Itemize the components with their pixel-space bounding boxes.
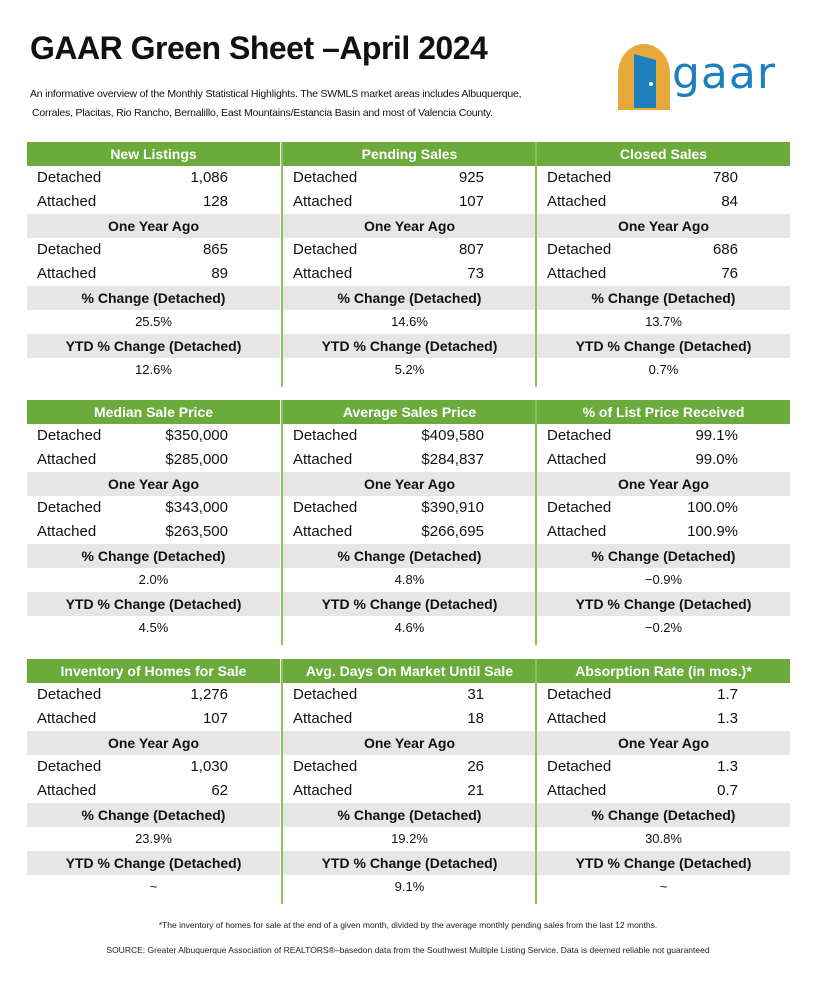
year-ago-detached-value: 26 [467,758,484,775]
current-detached-row [283,166,536,190]
year-ago-attached-value: $263,500 [165,523,228,540]
current-attached-value: 128 [202,193,228,210]
year-ago-detached-row [283,755,536,779]
ytd-change-heading: YTD % Change (Detached) [27,334,280,358]
stat-card-title: Absorption Rate (in mos.)* [537,659,790,683]
pct-change-heading: % Change (Detached) [283,803,536,827]
year-ago-attached-row [27,779,280,803]
pct-change-heading: % Change (Detached) [283,286,536,310]
year-ago-attached-row [283,262,536,286]
ytd-change-value: 4.5% [138,620,169,635]
detached-label: Detached [547,427,612,444]
attached-label: Attached [37,782,97,799]
year-ago-detached-row [537,496,790,520]
attached-label: Attached [293,523,353,540]
stat-card [535,400,790,645]
ytd-change-heading: YTD % Change (Detached) [27,851,280,875]
current-detached-value: 1,086 [190,169,228,186]
current-attached-value: 107 [202,710,228,727]
pct-change-heading: % Change (Detached) [27,544,280,568]
detached-label: Detached [37,686,102,703]
stat-card-title: Avg. Days On Market Until Sale [283,659,536,683]
stat-card-title: Inventory of Homes for Sale [27,659,280,683]
current-detached-value: 99.1% [695,427,738,444]
year-ago-attached-value: 76 [721,265,738,282]
year-ago-attached-value: 0.7 [717,782,738,799]
ytd-change-value: ~ [659,879,668,894]
current-detached-value: 1,276 [190,686,228,703]
current-attached-row [27,190,280,214]
attached-label: Attached [547,265,607,282]
attached-label: Attached [37,451,97,468]
attached-label: Attached [37,710,97,727]
stat-card [27,400,280,645]
ytd-change-heading: YTD % Change (Detached) [283,334,536,358]
year-ago-detached-row [27,755,280,779]
stats-section-sales [27,142,787,387]
stat-card [281,142,536,387]
detached-label: Detached [547,758,612,775]
stat-card [27,142,280,387]
current-attached-value: 107 [458,193,484,210]
current-detached-value: 31 [467,686,484,703]
year-ago-detached-value: 100.0% [687,499,738,516]
current-detached-row [283,424,536,448]
current-detached-value: $350,000 [165,427,228,444]
stats-section-inventory [27,659,787,904]
current-detached-row [537,166,790,190]
year-ago-attached-row [537,779,790,803]
stat-card-title: Pending Sales [283,142,536,166]
pct-change-value: 4.8% [394,572,425,587]
year-ago-detached-value: $390,910 [421,499,484,516]
year-ago-detached-value: 1,030 [190,758,228,775]
current-attached-row [537,448,790,472]
ytd-change-value: ~ [149,879,158,894]
year-ago-detached-row [283,496,536,520]
current-attached-row [537,190,790,214]
one-year-ago-heading: One Year Ago [283,731,536,755]
pct-change-value: 23.9% [135,831,172,846]
year-ago-detached-value: 865 [202,241,228,258]
intro-line-2: Corrales, Placitas, Rio Rancho, Bernalillo, East Mountains/Estancia Basin and most of Valencia County. [32,107,493,119]
year-ago-attached-row [537,520,790,544]
current-detached-value: 780 [712,169,738,186]
current-attached-value: $284,837 [421,451,484,468]
current-detached-value: 925 [458,169,484,186]
year-ago-attached-row [27,262,280,286]
year-ago-detached-value: 686 [712,241,738,258]
pct-change-heading: % Change (Detached) [283,544,536,568]
ytd-change-value: 0.7% [648,362,679,377]
detached-label: Detached [37,499,102,516]
ytd-change-value: 5.2% [394,362,425,377]
attached-label: Attached [547,451,607,468]
one-year-ago-heading: One Year Ago [283,472,536,496]
detached-label: Detached [293,499,358,516]
year-ago-detached-row [27,238,280,262]
stat-card [27,659,280,904]
current-attached-row [27,448,280,472]
detached-label: Detached [37,241,102,258]
pct-change-value: 25.5% [135,314,172,329]
detached-label: Detached [293,758,358,775]
attached-label: Attached [547,523,607,540]
detached-label: Detached [547,169,612,186]
attached-label: Attached [293,782,353,799]
pct-change-heading: % Change (Detached) [537,803,790,827]
pct-change-heading: % Change (Detached) [27,286,280,310]
current-detached-value: 1.7 [717,686,738,703]
year-ago-attached-row [283,520,536,544]
current-detached-value: $409,580 [421,427,484,444]
one-year-ago-heading: One Year Ago [537,731,790,755]
current-attached-row [537,707,790,731]
ytd-change-heading: YTD % Change (Detached) [537,851,790,875]
detached-label: Detached [547,686,612,703]
attached-label: Attached [293,193,353,210]
year-ago-detached-value: $343,000 [165,499,228,516]
detached-label: Detached [293,241,358,258]
current-attached-row [283,448,536,472]
ytd-change-heading: YTD % Change (Detached) [283,851,536,875]
year-ago-attached-value: 73 [467,265,484,282]
stat-card-title: Closed Sales [537,142,790,166]
year-ago-attached-value: $266,695 [421,523,484,540]
current-attached-row [283,707,536,731]
pct-change-value: 14.6% [391,314,428,329]
page-title: GAAR Green Sheet –April 2024 [30,30,488,66]
current-attached-value: 18 [467,710,484,727]
intro-line-1: An informative overview of the Monthly Statistical Highlights. The SWMLS market areas includes Albuquerque, [30,88,522,100]
current-detached-row [27,166,280,190]
year-ago-attached-value: 21 [467,782,484,799]
year-ago-attached-value: 89 [211,265,228,282]
year-ago-detached-row [537,755,790,779]
pct-change-value: 13.7% [645,314,682,329]
pct-change-heading: % Change (Detached) [27,803,280,827]
attached-label: Attached [293,265,353,282]
ytd-change-heading: YTD % Change (Detached) [27,592,280,616]
year-ago-detached-row [27,496,280,520]
attached-label: Attached [37,523,97,540]
ytd-change-heading: YTD % Change (Detached) [283,592,536,616]
ytd-change-value: −0.2% [644,620,683,635]
year-ago-attached-value: 62 [211,782,228,799]
one-year-ago-heading: One Year Ago [283,214,536,238]
current-detached-row [27,683,280,707]
detached-label: Detached [37,169,102,186]
year-ago-detached-row [537,238,790,262]
one-year-ago-heading: One Year Ago [537,214,790,238]
pct-change-value: −0.9% [644,572,683,587]
stat-card-title: % of List Price Received [537,400,790,424]
stat-card-title: Median Sale Price [27,400,280,424]
stat-card-title: Average Sales Price [283,400,536,424]
attached-label: Attached [293,710,353,727]
current-attached-value: 99.0% [695,451,738,468]
detached-label: Detached [37,758,102,775]
detached-label: Detached [293,427,358,444]
pct-change-heading: % Change (Detached) [537,286,790,310]
stats-section-prices [27,400,787,645]
stat-card [281,659,536,904]
attached-label: Attached [547,782,607,799]
pct-change-value: 19.2% [391,831,428,846]
ytd-change-value: 12.6% [135,362,172,377]
current-attached-value: 1.3 [717,710,738,727]
attached-label: Attached [547,710,607,727]
pct-change-value: 30.8% [645,831,682,846]
one-year-ago-heading: One Year Ago [27,472,280,496]
pct-change-heading: % Change (Detached) [537,544,790,568]
attached-label: Attached [547,193,607,210]
one-year-ago-heading: One Year Ago [537,472,790,496]
year-ago-detached-row [283,238,536,262]
one-year-ago-heading: One Year Ago [27,214,280,238]
current-detached-row [537,424,790,448]
ytd-change-value: 4.6% [394,620,425,635]
current-attached-row [27,707,280,731]
detached-label: Detached [37,427,102,444]
stat-card [535,659,790,904]
logo-wordmark: gaar [672,48,776,99]
stat-card-title: New Listings [27,142,280,166]
current-detached-row [27,424,280,448]
current-attached-row [283,190,536,214]
ytd-change-heading: YTD % Change (Detached) [537,592,790,616]
detached-label: Detached [547,241,612,258]
year-ago-attached-row [27,520,280,544]
stat-card [535,142,790,387]
detached-label: Detached [547,499,612,516]
pct-change-value: 2.0% [138,572,169,587]
year-ago-detached-value: 807 [458,241,484,258]
detached-label: Detached [293,169,358,186]
year-ago-detached-value: 1.3 [717,758,738,775]
detached-label: Detached [293,686,358,703]
current-detached-row [537,683,790,707]
stat-card [281,400,536,645]
footnote-absorption: *The inventory of homes for sale at the end of a given month, divided by the average monthly pending sales from the last 12 months. [158,920,658,930]
attached-label: Attached [37,193,97,210]
year-ago-attached-row [283,779,536,803]
current-attached-value: 84 [721,193,738,210]
attached-label: Attached [293,451,353,468]
ytd-change-heading: YTD % Change (Detached) [537,334,790,358]
one-year-ago-heading: One Year Ago [27,731,280,755]
current-detached-row [283,683,536,707]
year-ago-attached-row [537,262,790,286]
current-attached-value: $285,000 [165,451,228,468]
ytd-change-value: 9.1% [394,879,425,894]
footnote-source: SOURCE: Greater Albuquerque Association of REALTORS®–basedon data from the Southwest Multiple Listing Service. Data is deemed reliable not guaranteed [106,945,710,955]
year-ago-attached-value: 100.9% [687,523,738,540]
attached-label: Attached [37,265,97,282]
